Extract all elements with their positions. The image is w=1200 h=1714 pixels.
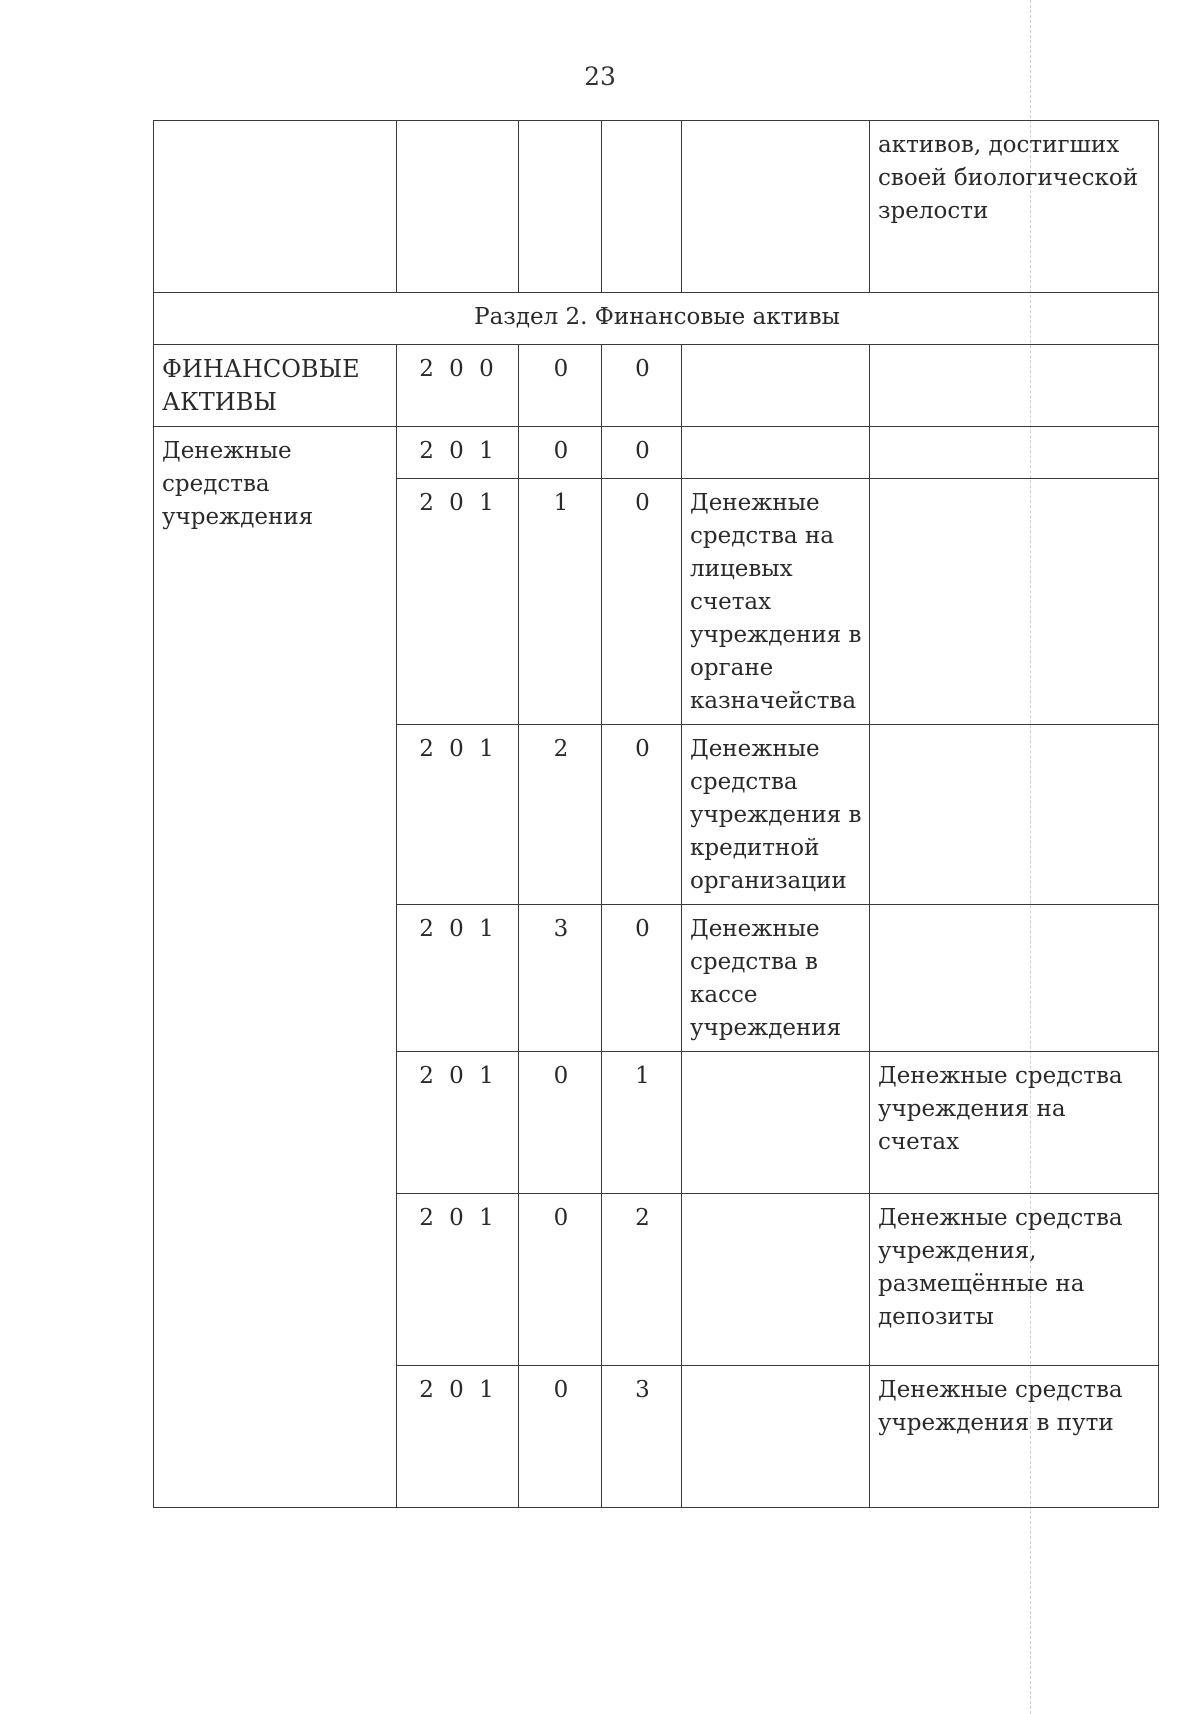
name-cell <box>682 1052 870 1194</box>
digit-cell: 0 <box>519 1194 602 1366</box>
digit-cell: 0 <box>602 479 682 725</box>
name-cell <box>682 121 870 293</box>
digit-cell: 1 <box>602 1052 682 1194</box>
code-cell: 2 0 1 <box>397 1366 519 1508</box>
digit-cell: 3 <box>602 1366 682 1508</box>
digit-cell: 2 <box>519 725 602 905</box>
note-cell <box>870 427 1159 479</box>
digit-cell: 3 <box>519 905 602 1052</box>
account-cell <box>154 121 397 293</box>
chart-of-accounts-table <box>153 120 1159 1508</box>
table-row <box>154 427 1159 479</box>
digit-cell: 2 <box>602 1194 682 1366</box>
digit-cell: 0 <box>602 905 682 1052</box>
code-cell: 2 0 1 <box>397 725 519 905</box>
digit-cell: 0 <box>519 1052 602 1194</box>
note-cell <box>870 345 1159 427</box>
note-cell <box>870 479 1159 725</box>
digit-cell: 0 <box>519 1366 602 1508</box>
name-cell: Денежные средства в кассе учреждения <box>682 905 870 1052</box>
digit-cell: 0 <box>602 427 682 479</box>
code-cell: 2 0 1 <box>397 1194 519 1366</box>
section-header: Раздел 2. Финансовые активы <box>154 293 1159 345</box>
digit-cell: 0 <box>602 725 682 905</box>
name-cell <box>682 1366 870 1508</box>
digit-cell: 0 <box>519 345 602 427</box>
note-cell <box>870 905 1159 1052</box>
section-row <box>154 293 1159 345</box>
digit-cell <box>602 121 682 293</box>
code-cell: 2 0 0 <box>397 345 519 427</box>
code-cell: 2 0 1 <box>397 905 519 1052</box>
note-cell: Денежные средства учреждения, размещённые на депозиты <box>870 1194 1159 1366</box>
digit-cell <box>519 121 602 293</box>
note-cell <box>870 725 1159 905</box>
page-number: 23 <box>584 62 616 91</box>
name-cell: Денежные средства на лицевых счетах учреждения в органе казначейства <box>682 479 870 725</box>
note-cell: Денежные средства учреждения в пути <box>870 1366 1159 1508</box>
note-cell: Денежные средства учреждения на счетах <box>870 1052 1159 1194</box>
digit-cell: 0 <box>519 427 602 479</box>
name-cell: Денежные средства учреждения в кредитной организации <box>682 725 870 905</box>
code-cell <box>397 121 519 293</box>
name-cell <box>682 1194 870 1366</box>
table-row <box>154 121 1159 293</box>
note-cell: активов, достигших своей биологической зрелости <box>870 121 1159 293</box>
account-cell: ФИНАНСОВЫЕ АКТИВЫ <box>154 345 397 427</box>
name-cell <box>682 345 870 427</box>
code-cell: 2 0 1 <box>397 427 519 479</box>
name-cell <box>682 427 870 479</box>
code-cell: 2 0 1 <box>397 479 519 725</box>
table-row <box>154 345 1159 427</box>
digit-cell: 0 <box>602 345 682 427</box>
code-cell: 2 0 1 <box>397 1052 519 1194</box>
digit-cell: 1 <box>519 479 602 725</box>
account-cell: Денежные средства учреждения <box>154 427 397 1508</box>
